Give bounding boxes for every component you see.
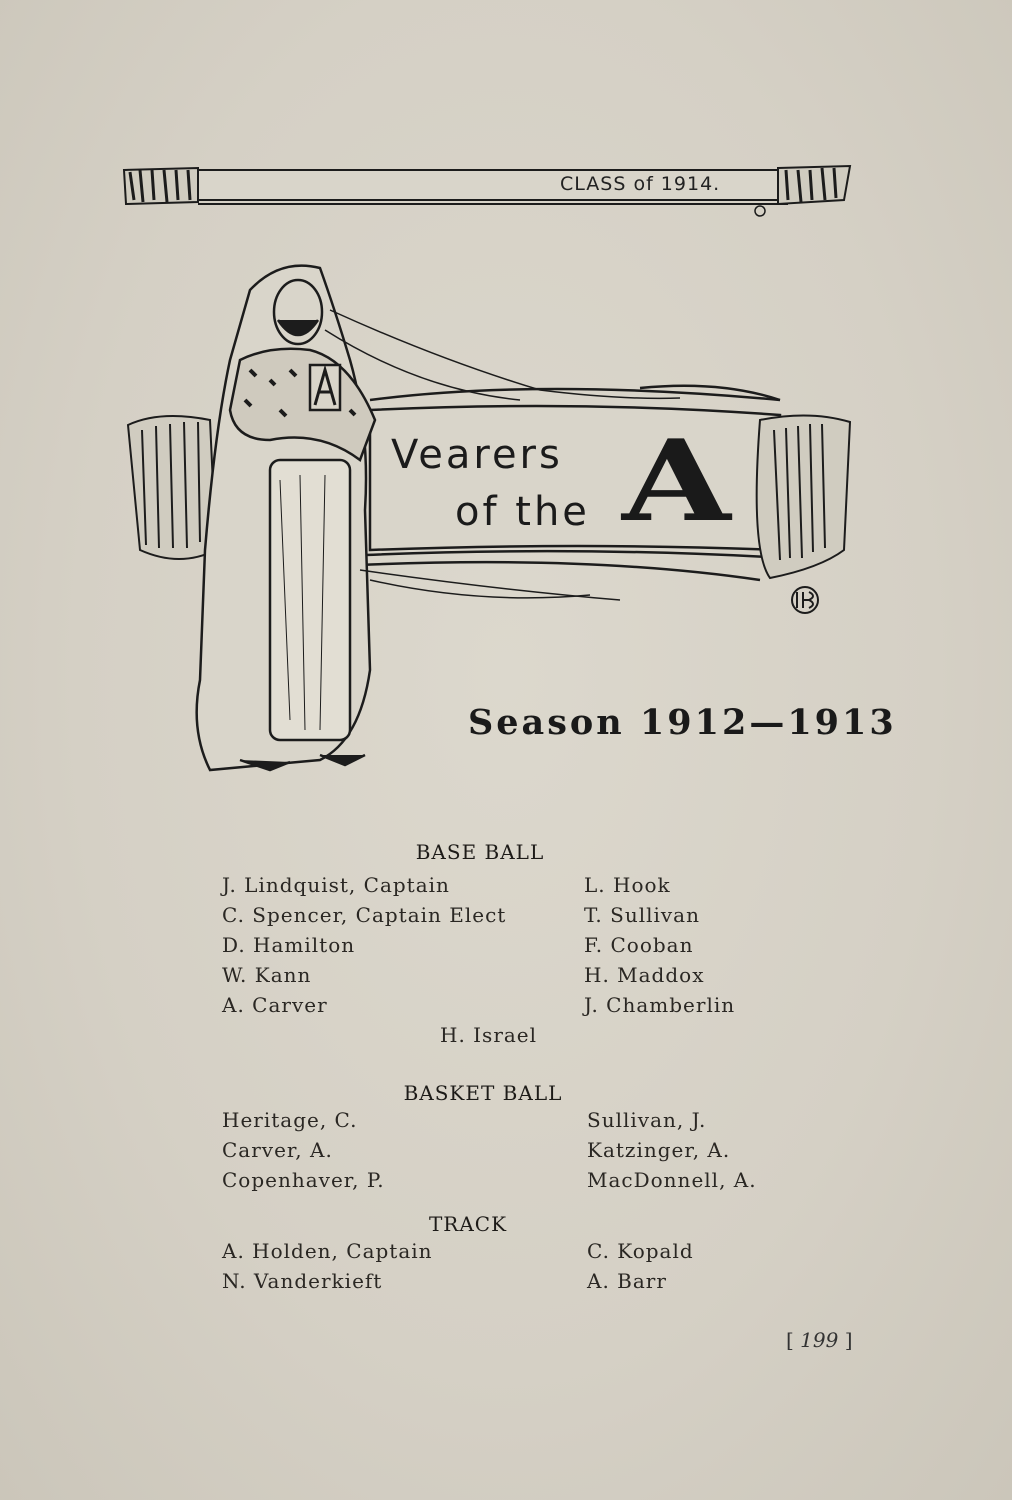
- page-number-value: 199: [800, 1328, 839, 1352]
- list-item: A. Carver: [222, 993, 328, 1017]
- list-item: F. Cooban: [584, 933, 694, 957]
- list-item: C. Spencer, Captain Elect: [222, 903, 507, 927]
- list-item: Heritage, C.: [222, 1108, 358, 1132]
- list-item: J. Chamberlin: [584, 993, 736, 1017]
- list-item: Sullivan, J.: [587, 1108, 707, 1132]
- title-letter-a: A: [622, 416, 731, 547]
- basketball-left-list: [222, 1105, 385, 1195]
- track-right-list: [587, 1236, 694, 1296]
- monogram-small-icon: [755, 206, 765, 216]
- baseball-center-name: H. Israel: [440, 1023, 538, 1047]
- list-item: D. Hamilton: [222, 933, 356, 957]
- basketball-right-list: [587, 1105, 757, 1195]
- herald-figure: [197, 266, 375, 770]
- list-item: W. Kann: [222, 963, 312, 987]
- list-item: A. Barr: [587, 1269, 667, 1293]
- basketball-heading: BASKET BALL: [403, 1081, 563, 1105]
- left-scroll-end: [124, 168, 198, 204]
- list-item: T. Sullivan: [584, 903, 700, 927]
- title-line-wearers: Vearers: [391, 432, 563, 478]
- baseball-right-list: [584, 870, 735, 1020]
- season-title: Season 1912—1913: [468, 702, 897, 743]
- list-item: H. Maddox: [584, 963, 705, 987]
- baseball-heading: BASE BALL: [415, 840, 545, 864]
- right-scroll-end: [778, 166, 850, 204]
- list-item: C. Kopald: [587, 1239, 694, 1263]
- page-number: [ 199 ]: [786, 1328, 853, 1352]
- track-left-list: [222, 1236, 433, 1296]
- list-item: N. Vanderkieft: [222, 1269, 383, 1293]
- list-item: Copenhaver, P.: [222, 1168, 385, 1192]
- right-scroll-roll: [757, 415, 850, 578]
- title-line-of-the: of the: [455, 489, 590, 535]
- class-banner-text: CLASS of 1914.: [560, 173, 721, 195]
- artist-monogram-icon: [792, 587, 818, 613]
- list-item: Carver, A.: [222, 1138, 333, 1162]
- list-item: Katzinger, A.: [587, 1138, 731, 1162]
- left-scroll-roll: [128, 416, 216, 559]
- track-heading: TRACK: [428, 1212, 508, 1236]
- baseball-left-list: [222, 870, 506, 1020]
- list-item: L. Hook: [584, 873, 671, 897]
- list-item: MacDonnell, A.: [587, 1168, 757, 1192]
- list-item: A. Holden, Captain: [222, 1239, 433, 1263]
- list-item: J. Lindquist, Captain: [222, 873, 450, 897]
